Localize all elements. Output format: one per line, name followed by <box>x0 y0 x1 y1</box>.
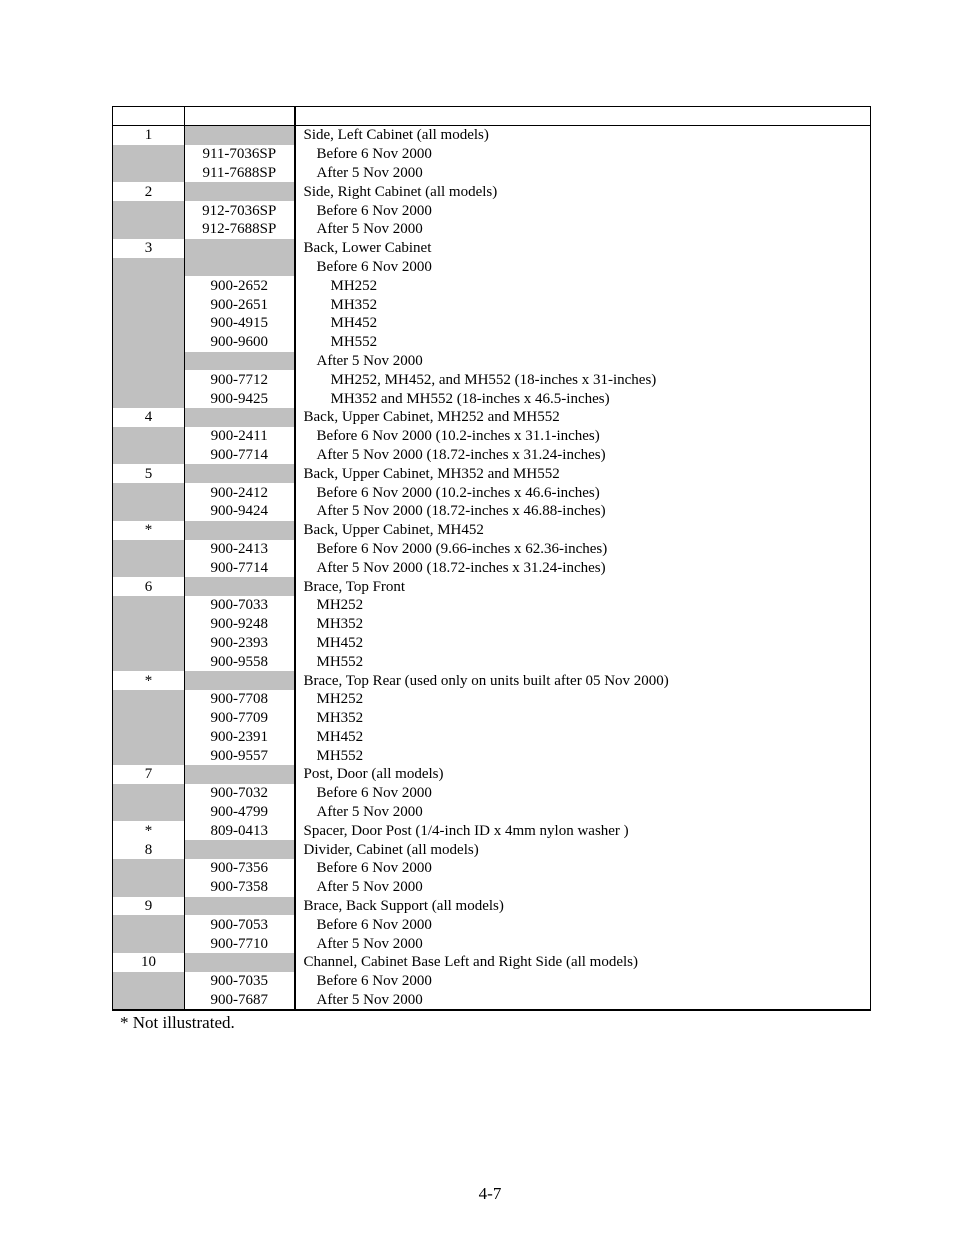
part-number-cell <box>185 182 295 201</box>
table-row <box>113 953 871 972</box>
part-number-cell: 900-7053 <box>185 915 295 934</box>
item-number-cell: 9 <box>113 897 185 916</box>
table-row <box>113 596 871 615</box>
description-cell: Side, Left Cabinet (all models) <box>295 126 871 145</box>
part-number-cell: 912-7688SP <box>185 220 295 239</box>
item-number-cell: 3 <box>113 239 185 258</box>
table-row <box>113 276 871 295</box>
description-cell: After 5 Nov 2000 <box>295 991 871 1011</box>
part-number-cell <box>185 352 295 371</box>
table-row <box>113 897 871 916</box>
part-number-cell: 900-7687 <box>185 991 295 1011</box>
header-item-cell <box>113 107 185 126</box>
description-cell: MH252 <box>295 596 871 615</box>
table-row <box>113 389 871 408</box>
part-number-cell: 911-7688SP <box>185 164 295 183</box>
description-cell: MH352 <box>295 709 871 728</box>
table-row <box>113 577 871 596</box>
description-cell: Before 6 Nov 2000 <box>295 915 871 934</box>
item-number-cell <box>113 991 185 1011</box>
item-number-cell <box>113 164 185 183</box>
footnote: * Not illustrated. <box>120 1013 235 1032</box>
description-cell: After 5 Nov 2000 <box>295 878 871 897</box>
item-number-cell <box>113 859 185 878</box>
description-cell: After 5 Nov 2000 <box>295 934 871 953</box>
item-number-cell <box>113 728 185 747</box>
description-cell: Before 6 Nov 2000 <box>295 859 871 878</box>
part-number-cell <box>185 577 295 596</box>
table-row <box>113 671 871 690</box>
description-cell: Before 6 Nov 2000 (10.2-inches x 31.1-inches) <box>295 427 871 446</box>
part-number-cell: 900-2412 <box>185 483 295 502</box>
item-number-cell <box>113 652 185 671</box>
description-cell: Before 6 Nov 2000 <box>295 145 871 164</box>
table-row <box>113 427 871 446</box>
description-cell: Side, Right Cabinet (all models) <box>295 182 871 201</box>
table-row <box>113 370 871 389</box>
page-number: 4-7 <box>478 1184 502 1203</box>
item-number-cell: 1 <box>113 126 185 145</box>
table-row <box>113 408 871 427</box>
description-cell: Spacer, Door Post (1/4-inch ID x 4mm nylon washer ) <box>295 821 871 840</box>
item-number-cell <box>113 333 185 352</box>
item-number-cell <box>113 276 185 295</box>
part-number-cell: 900-7708 <box>185 690 295 709</box>
item-number-cell <box>113 784 185 803</box>
part-number-cell: 900-7714 <box>185 446 295 465</box>
description-cell: Back, Upper Cabinet, MH252 and MH552 <box>295 408 871 427</box>
part-number-cell: 900-2652 <box>185 276 295 295</box>
part-number-cell <box>185 897 295 916</box>
part-number-cell: 900-9248 <box>185 615 295 634</box>
table-row <box>113 145 871 164</box>
part-number-cell: 900-7712 <box>185 370 295 389</box>
parts-table <box>112 106 871 1011</box>
table-row <box>113 201 871 220</box>
part-number-cell <box>185 765 295 784</box>
description-cell: MH352 <box>295 295 871 314</box>
item-number-cell <box>113 915 185 934</box>
description-cell: Brace, Top Rear (used only on units built after 05 Nov 2000) <box>295 671 871 690</box>
part-number-cell: 900-2391 <box>185 728 295 747</box>
item-number-cell <box>113 220 185 239</box>
part-number-cell <box>185 126 295 145</box>
table-row <box>113 258 871 277</box>
description-cell: Back, Lower Cabinet <box>295 239 871 258</box>
description-cell: MH552 <box>295 652 871 671</box>
description-cell: After 5 Nov 2000 (18.72-inches x 46.88-inches) <box>295 502 871 521</box>
table-row <box>113 502 871 521</box>
item-number-cell <box>113 558 185 577</box>
description-cell: MH252, MH452, and MH552 (18-inches x 31-inches) <box>295 370 871 389</box>
description-cell: Before 6 Nov 2000 <box>295 972 871 991</box>
table-row <box>113 521 871 540</box>
item-number-cell <box>113 596 185 615</box>
part-number-cell <box>185 258 295 277</box>
table-row <box>113 634 871 653</box>
table-row <box>113 164 871 183</box>
part-number-cell: 911-7036SP <box>185 145 295 164</box>
item-number-cell <box>113 972 185 991</box>
table-row <box>113 972 871 991</box>
item-number-cell <box>113 502 185 521</box>
table-row <box>113 934 871 953</box>
table-row <box>113 652 871 671</box>
table-row <box>113 915 871 934</box>
part-number-cell: 900-9557 <box>185 746 295 765</box>
part-number-cell: 900-9425 <box>185 389 295 408</box>
table-row <box>113 352 871 371</box>
part-number-cell: 900-9600 <box>185 333 295 352</box>
item-number-cell: * <box>113 671 185 690</box>
part-number-cell: 809-0413 <box>185 821 295 840</box>
description-cell: MH352 <box>295 615 871 634</box>
part-number-cell: 900-7035 <box>185 972 295 991</box>
item-number-cell <box>113 446 185 465</box>
table-row <box>113 483 871 502</box>
table-row <box>113 765 871 784</box>
description-cell: Before 6 Nov 2000 (10.2-inches x 46.6-inches) <box>295 483 871 502</box>
table-row <box>113 803 871 822</box>
item-number-cell <box>113 878 185 897</box>
table-row <box>113 446 871 465</box>
header-part-cell <box>185 107 295 126</box>
item-number-cell <box>113 690 185 709</box>
item-number-cell: 4 <box>113 408 185 427</box>
item-number-cell <box>113 389 185 408</box>
description-cell: MH452 <box>295 728 871 747</box>
item-number-cell: 6 <box>113 577 185 596</box>
item-number-cell <box>113 634 185 653</box>
description-cell: MH452 <box>295 314 871 333</box>
item-number-cell: 5 <box>113 464 185 483</box>
part-number-cell <box>185 671 295 690</box>
description-cell: After 5 Nov 2000 (18.72-inches x 31.24-inches) <box>295 558 871 577</box>
description-cell: Channel, Cabinet Base Left and Right Side (all models) <box>295 953 871 972</box>
item-number-cell: 7 <box>113 765 185 784</box>
description-cell: MH552 <box>295 333 871 352</box>
item-number-cell <box>113 314 185 333</box>
description-cell: MH452 <box>295 634 871 653</box>
description-cell: MH352 and MH552 (18-inches x 46.5-inches) <box>295 389 871 408</box>
description-cell: After 5 Nov 2000 <box>295 164 871 183</box>
table-row <box>113 821 871 840</box>
part-number-cell <box>185 239 295 258</box>
part-number-cell <box>185 521 295 540</box>
table-row <box>113 690 871 709</box>
part-number-cell: 900-9424 <box>185 502 295 521</box>
part-number-cell: 900-7032 <box>185 784 295 803</box>
part-number-cell: 900-7358 <box>185 878 295 897</box>
item-number-cell <box>113 803 185 822</box>
item-number-cell <box>113 145 185 164</box>
table-row <box>113 709 871 728</box>
part-number-cell: 900-2411 <box>185 427 295 446</box>
item-number-cell <box>113 352 185 371</box>
description-cell: After 5 Nov 2000 <box>295 220 871 239</box>
description-cell: MH252 <box>295 276 871 295</box>
part-number-cell: 900-2651 <box>185 295 295 314</box>
table-row <box>113 878 871 897</box>
item-number-cell: 2 <box>113 182 185 201</box>
table-row <box>113 182 871 201</box>
description-cell: Brace, Top Front <box>295 577 871 596</box>
table-row <box>113 464 871 483</box>
table-row <box>113 859 871 878</box>
table-row <box>113 239 871 258</box>
item-number-cell <box>113 258 185 277</box>
part-number-cell: 912-7036SP <box>185 201 295 220</box>
part-number-cell: 900-4799 <box>185 803 295 822</box>
part-number-cell: 900-9558 <box>185 652 295 671</box>
part-number-cell <box>185 840 295 859</box>
table-row <box>113 728 871 747</box>
table-row <box>113 295 871 314</box>
description-cell: MH552 <box>295 746 871 765</box>
description-cell: Brace, Back Support (all models) <box>295 897 871 916</box>
description-cell: Back, Upper Cabinet, MH452 <box>295 521 871 540</box>
item-number-cell <box>113 483 185 502</box>
item-number-cell <box>113 427 185 446</box>
item-number-cell <box>113 540 185 559</box>
table-row <box>113 333 871 352</box>
description-cell: Post, Door (all models) <box>295 765 871 784</box>
item-number-cell: * <box>113 821 185 840</box>
part-number-cell: 900-7714 <box>185 558 295 577</box>
item-number-cell <box>113 746 185 765</box>
part-number-cell: 900-2393 <box>185 634 295 653</box>
table-row <box>113 840 871 859</box>
table-row <box>113 615 871 634</box>
item-number-cell <box>113 615 185 634</box>
description-cell: MH252 <box>295 690 871 709</box>
description-cell: Before 6 Nov 2000 (9.66-inches x 62.36-inches) <box>295 540 871 559</box>
part-number-cell: 900-7709 <box>185 709 295 728</box>
description-cell: After 5 Nov 2000 <box>295 352 871 371</box>
part-number-cell <box>185 408 295 427</box>
table-header-row <box>113 107 871 126</box>
item-number-cell <box>113 201 185 220</box>
item-number-cell: * <box>113 521 185 540</box>
part-number-cell <box>185 464 295 483</box>
header-desc-cell <box>295 107 871 126</box>
part-number-cell: 900-4915 <box>185 314 295 333</box>
part-number-cell: 900-7033 <box>185 596 295 615</box>
item-number-cell: 8 <box>113 840 185 859</box>
part-number-cell <box>185 953 295 972</box>
part-number-cell: 900-2413 <box>185 540 295 559</box>
table-row <box>113 746 871 765</box>
table-row <box>113 126 871 145</box>
table-row <box>113 540 871 559</box>
item-number-cell <box>113 709 185 728</box>
item-number-cell: 10 <box>113 953 185 972</box>
description-cell: Divider, Cabinet (all models) <box>295 840 871 859</box>
part-number-cell: 900-7356 <box>185 859 295 878</box>
description-cell: After 5 Nov 2000 (18.72-inches x 31.24-inches) <box>295 446 871 465</box>
item-number-cell <box>113 934 185 953</box>
parts-table-body <box>113 107 871 1011</box>
table-row <box>113 220 871 239</box>
part-number-cell: 900-7710 <box>185 934 295 953</box>
table-row <box>113 991 871 1011</box>
table-row <box>113 558 871 577</box>
item-number-cell <box>113 295 185 314</box>
description-cell: Before 6 Nov 2000 <box>295 258 871 277</box>
description-cell: Before 6 Nov 2000 <box>295 784 871 803</box>
item-number-cell <box>113 370 185 389</box>
description-cell: Back, Upper Cabinet, MH352 and MH552 <box>295 464 871 483</box>
table-row <box>113 784 871 803</box>
table-row <box>113 314 871 333</box>
description-cell: Before 6 Nov 2000 <box>295 201 871 220</box>
description-cell: After 5 Nov 2000 <box>295 803 871 822</box>
